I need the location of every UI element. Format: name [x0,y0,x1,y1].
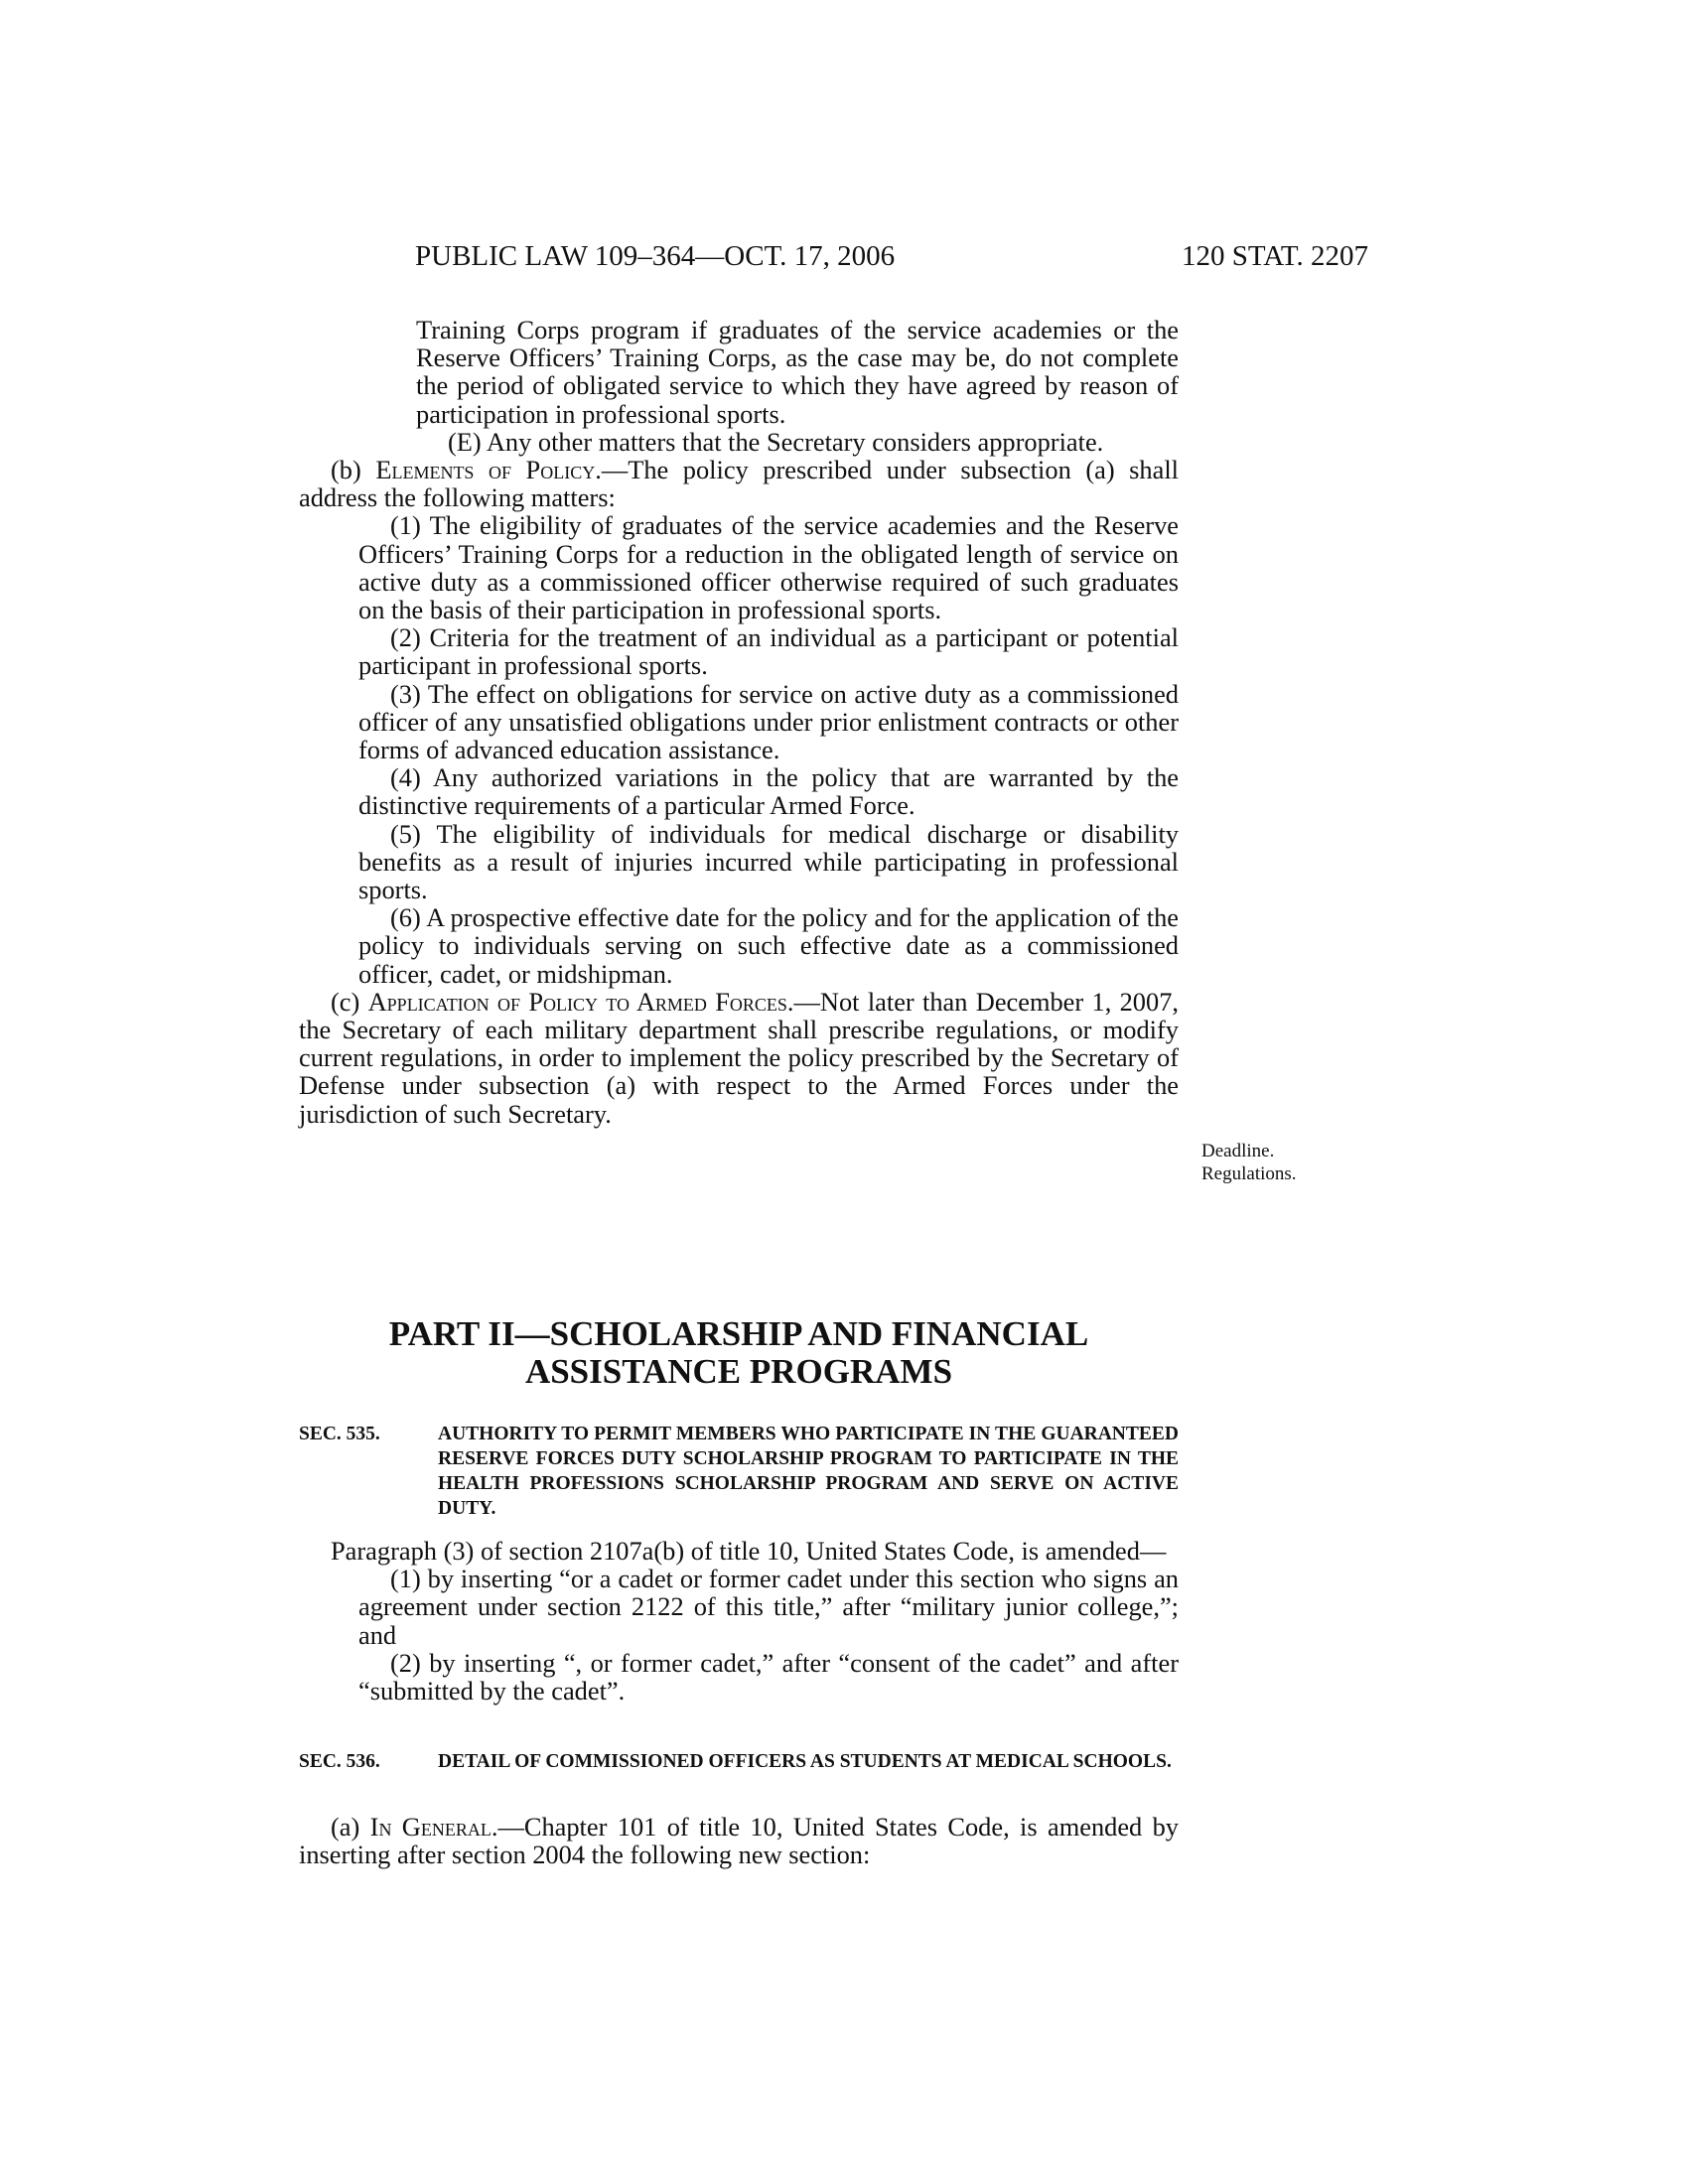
body-text [299,316,1179,1128]
paragraph-6: (6) A prospective effective date for the policy and for the application of the policy to individuals serving on such effective date as a commissioned officer, cadet, or midshipman. [358,902,1179,989]
paragraph-2: (2) Criteria for the treatment of an individual as a participant or potential participant in professional sports. [358,622,1179,681]
subsection-b-heading: Elements of Policy [375,455,596,485]
section-536-heading [299,1749,1179,1774]
subsection-c-heading: Application of Policy to Armed Forces [367,986,787,1017]
section-536-a-text: .—Chapter 101 of title 10, United States Code, is amended by inserting after section 2004 the following new section: [299,1812,1179,1870]
page-header [415,240,1368,280]
section-535-title: AUTHORITY TO PERMIT MEMBERS WHO PARTICIPATE IN THE GUARANTEED RESERVE FORCES DUTY SCHOLARSHIP PROGRAM TO PARTICIPATE IN THE HEALTH PROFESSIONS SCHOLARSHIP PROGRAM AND SERVE ON ACTIVE DUTY. [438,1424,1179,1519]
part-heading [299,1315,1179,1391]
margin-note-regulations: Regulations. [1201,1163,1297,1184]
subsection-c-text: .—Not later than December 1, 2007, the Secretary of each military department shall prescribe regulations, or modify current regulations, in order to implement the policy prescribed by the Secretary of Defense under subsection (a) with respect to the Armed Forces under the jurisdiction of such Secretary. [299,986,1179,1129]
section-536-a-lead: (a) [331,1812,370,1842]
statute-page-number: 120 STAT. 2207 [1181,240,1368,272]
subsection-c-lead: (c) [331,986,368,1017]
margin-note [1201,1140,1297,1185]
subsection-c [299,988,1179,1128]
margin-note-deadline: Deadline. [1201,1141,1275,1161]
section-535-item-2: (2) by inserting “, or former cadet,” after “consent of the cadet” and after “submitted by the cadet”. [358,1647,1179,1706]
part-heading-line-1: PART II—SCHOLARSHIP AND FINANCIAL [388,1314,1089,1353]
paragraph-continuation: Training Corps program if graduates of the service academies or the Reserve Officers’ Training Corps, as the case may be, do not complete the period of obligated service to which they have agreed by reason of participation in professional sports. [416,315,1179,429]
section-536-title: DETAIL OF COMMISSIONED OFFICERS AS STUDENTS AT MEDICAL SCHOOLS. [438,1751,1172,1772]
section-535-body [299,1537,1179,1705]
subsection-b [299,456,1179,511]
section-535-item-1: (1) by inserting “or a cadet or former cadet under this section who signs an agreement under section 2122 of this title,” after “military junior college,”; and [358,1564,1179,1650]
section-535-intro: Paragraph (3) of section 2107a(b) of title 10, United States Code, is amended— [331,1536,1167,1566]
section-535-heading [299,1422,1179,1521]
paragraph-5: (5) The eligibility of individuals for medical discharge or disability benefits as a result of injuries incurred while participating in professional sports. [358,818,1179,905]
section-536-body [299,1813,1179,1868]
subsection-b-lead: (b) [331,455,376,485]
section-536-a-heading: In General [369,1812,492,1842]
part-heading-line-2: ASSISTANCE PROGRAMS [524,1352,953,1391]
section-535-label: SEC. 535. [299,1424,380,1444]
paragraph-3: (3) The effect on obligations for service on active duty as a commissioned officer of any unsatisfied obligations under prior enlistment contracts or other forms of advanced education assistance. [358,678,1179,765]
subparagraph-e: (E) Any other matters that the Secretary considers appropriate. [448,426,1104,457]
paragraph-1: (1) The eligibility of graduates of the service academies and the Reserve Officers’ Training Corps for a reduction in the obligated length of service on active duty as a commissioned officer otherwise required of such graduates on the basis of their participation in professional sports. [358,510,1179,625]
section-536-label: SEC. 536. [299,1751,380,1772]
section-536-subsection-a [299,1813,1179,1868]
subsection-b-text: .—The policy prescribed under subsection (a) shall address the following matters: [299,455,1180,513]
paragraph-4: (4) Any authorized variations in the policy that are warranted by the distinctive requirements of a particular Armed Force. [358,762,1179,821]
public-law-citation: PUBLIC LAW 109–364—OCT. 17, 2006 [415,240,896,272]
